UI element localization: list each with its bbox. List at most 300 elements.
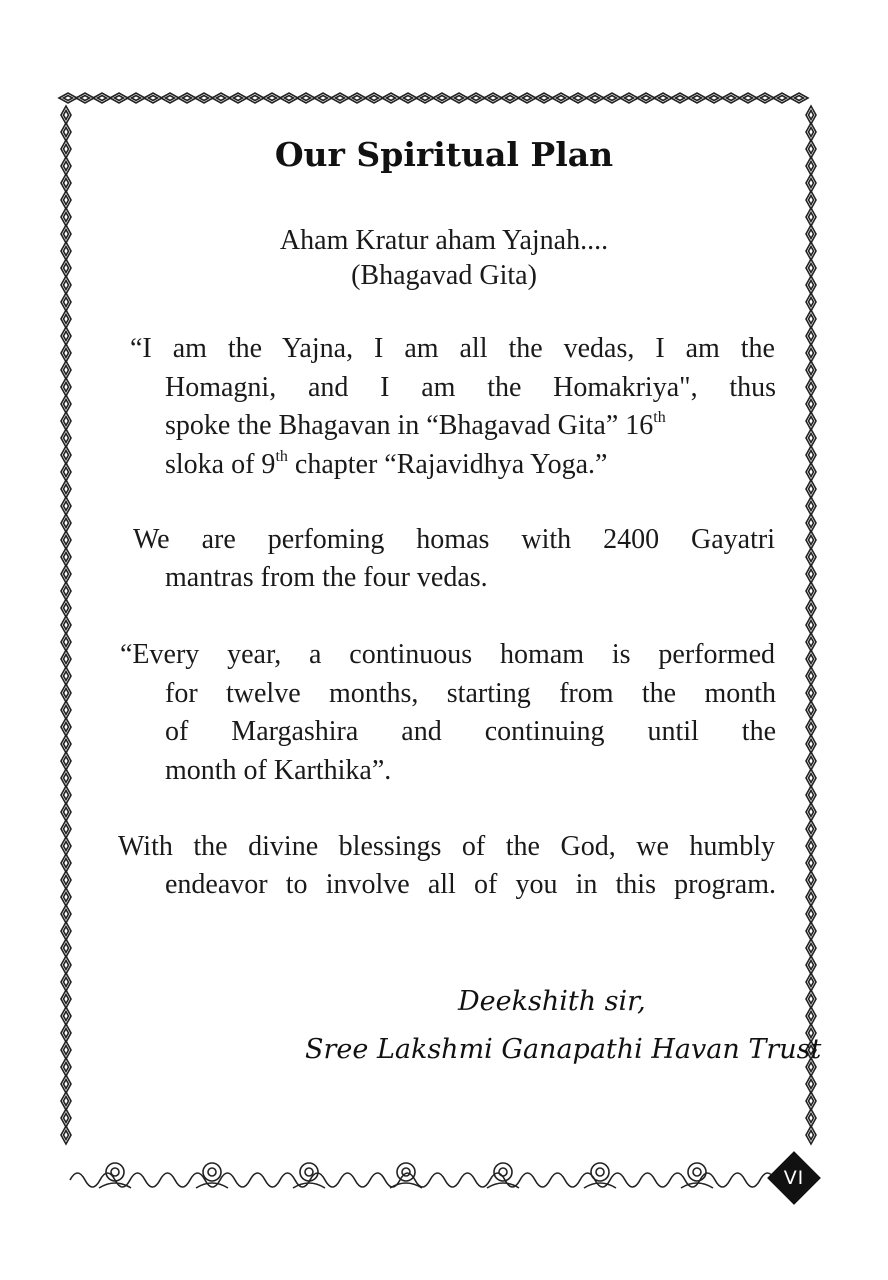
border-link-inner [455,96,464,101]
border-link-inner [64,468,69,477]
border-link [756,93,774,103]
border-link-inner [64,519,69,528]
border-link [365,93,383,103]
border-link-inner [64,825,69,834]
border-link [806,837,816,855]
border-flower-center [305,1168,313,1176]
border-link [127,93,145,103]
border-link [61,956,71,974]
border-link-inner [336,96,345,101]
border-link-inner [489,96,498,101]
border-link [806,1126,816,1144]
border-link [61,616,71,634]
border-link [61,854,71,872]
para1-line-4-text-a: sloka of 9 [165,449,276,480]
border-link [806,939,816,957]
border-link [76,93,94,103]
border-link [144,93,162,103]
border-link [297,93,315,103]
border-link [61,1007,71,1025]
border-link [61,1041,71,1059]
border-link [61,293,71,311]
border-link [806,582,816,600]
border-flower [591,1163,609,1181]
border-link-inner [809,366,814,375]
border-link-inner [64,944,69,953]
border-link [806,412,816,430]
border-link [61,429,71,447]
border-link-inner [809,111,814,120]
border-link [806,990,816,1008]
border-link [806,684,816,702]
para2-line-2: mantras from the four vedas. [165,562,488,593]
para4-line-1: With the divine blessings of the God, we humbly [118,831,775,862]
border-link-inner [809,638,814,647]
border-link-inner [809,587,814,596]
border-link-inner [809,774,814,783]
border-link [806,191,816,209]
border-link-inner [809,859,814,868]
border-flower-center [596,1168,604,1176]
border-link-inner [64,400,69,409]
border-link [110,93,128,103]
border-link-inner [64,1063,69,1072]
border-link-inner [64,315,69,324]
border-link [806,803,816,821]
border-link-inner [809,825,814,834]
border-link-inner [64,1080,69,1089]
para1-line-4-text-b: chapter “Rajavidhya Yoga.” [287,449,608,480]
border-bottom-floral [70,1163,790,1188]
border-link [806,1092,816,1110]
border-link-inner [285,96,294,101]
border-flower [300,1163,318,1181]
border-link-inner [64,196,69,205]
border-link [739,93,757,103]
border-link [61,701,71,719]
border-link-inner [809,1131,814,1140]
border-link [61,565,71,583]
border-link-inner [809,1080,814,1089]
border-link-inner [64,179,69,188]
border-link-inner [149,96,158,101]
border-link [688,93,706,103]
border-link [263,93,281,103]
border-link-inner [64,570,69,579]
border-link-inner [809,910,814,919]
border-link-inner [183,96,192,101]
border-link [806,514,816,532]
border-link [467,93,485,103]
border-link-inner [809,791,814,800]
border-link [61,871,71,889]
border-link-inner [64,978,69,987]
page-title: Our Spiritual Plan [274,135,614,174]
border-link [212,93,230,103]
border-link [61,1075,71,1093]
border-link-inner [64,638,69,647]
border-link-inner [809,706,814,715]
border-link [93,93,111,103]
border-link [806,786,816,804]
border-link-inner [809,553,814,562]
border-link [61,378,71,396]
border-link-inner [64,995,69,1004]
border-link [790,93,808,103]
border-link [61,1024,71,1042]
border-link [61,344,71,362]
border-flower [397,1163,415,1181]
border-link [61,718,71,736]
border-link-inner [64,774,69,783]
border-link [806,922,816,940]
border-link-inner [251,96,260,101]
border-link [61,106,71,124]
border-link [61,837,71,855]
superscript: th [653,408,666,426]
border-link-inner [64,723,69,732]
border-link-inner [809,570,814,579]
border-link-inner [64,451,69,460]
border-link-inner [809,468,814,477]
border-link-inner [809,1097,814,1106]
border-link [314,93,332,103]
border-link-inner [809,332,814,341]
border-link-inner [809,417,814,426]
border-link-inner [64,502,69,511]
border-link [806,378,816,396]
border-link-inner [64,672,69,681]
border-link-inner [64,383,69,392]
border-link [61,208,71,226]
border-link [806,616,816,634]
border-link [722,93,740,103]
border-link-inner [809,451,814,460]
border-link-inner [809,485,814,494]
border-flower [106,1163,124,1181]
border-link [382,93,400,103]
border-link-inner [809,995,814,1004]
border-link-inner [64,96,73,101]
border-link [806,820,816,838]
border-link [806,667,816,685]
border-link [61,905,71,923]
border-link [61,531,71,549]
border-link [806,395,816,413]
border-link-inner [795,96,804,101]
border-link [61,888,71,906]
border-link [61,820,71,838]
border-link [620,93,638,103]
border-link [61,1058,71,1076]
border-link [637,93,655,103]
border-link-inner [591,96,600,101]
border-link-inner [64,842,69,851]
border-link-inner [557,96,566,101]
border-link-inner [809,1012,814,1021]
border-link [61,480,71,498]
border-link [806,446,816,464]
border-link-inner [778,96,787,101]
para1-line-3-text: spoke the Bhagavan in “Bhagavad Gita” 16 [165,410,654,441]
border-link-inner [809,944,814,953]
border-link [348,93,366,103]
border-link [195,93,213,103]
signature-organization: Sree Lakshmi Ganapathi Havan Trust [305,1034,822,1065]
border-link-inner [132,96,141,101]
border-link-inner [64,1114,69,1123]
border-link [552,93,570,103]
border-link [806,293,816,311]
border-link-inner [200,96,209,101]
border-link [806,208,816,226]
para1-line-4 [165,449,607,481]
border-link-inner [809,757,814,766]
border-link [61,1092,71,1110]
border-link-inner [809,842,814,851]
border-link-inner [387,96,396,101]
border-link-inner [81,96,90,101]
border-link-inner [64,417,69,426]
border-link-inner [421,96,430,101]
border-link-inner [64,910,69,919]
border-link [61,463,71,481]
border-link [586,93,604,103]
border-link [806,973,816,991]
border-link-inner [809,179,814,188]
superscript: th [275,447,288,465]
border-link [773,93,791,103]
border-link [671,93,689,103]
border-link [484,93,502,103]
border-link [229,93,247,103]
border-link [61,973,71,991]
border-link [61,752,71,770]
border-link [806,497,816,515]
border-link-inner [64,706,69,715]
border-link [450,93,468,103]
border-link [61,786,71,804]
border-link [61,599,71,617]
border-link-inner [809,502,814,511]
border-link-inner [809,1114,814,1123]
border-link-inner [809,349,814,358]
border-link [806,905,816,923]
border-link-inner [809,434,814,443]
border-link-inner [809,400,814,409]
border-link [501,93,519,103]
border-link-inner [809,621,814,630]
verse-line-2: (Bhagavad Gita) [351,260,537,291]
border-flower-center [208,1168,216,1176]
border-link [433,93,451,103]
para3-line-3: of Margashira and continuing until the [165,716,776,747]
page-number-badge [766,1150,822,1206]
border-link-inner [472,96,481,101]
border-link-inner [809,672,814,681]
border-link [806,1109,816,1127]
border-link [280,93,298,103]
border-flower [203,1163,221,1181]
border-link-inner [64,366,69,375]
border-link [806,344,816,362]
border-link-inner [438,96,447,101]
border-link-inner [234,96,243,101]
border-link-inner [64,1046,69,1055]
border-link-inner [353,96,362,101]
border-link-inner [809,536,814,545]
border-top-chain [59,93,808,103]
border-link-inner [64,791,69,800]
border-link-inner [64,1131,69,1140]
border-link [806,888,816,906]
border-link [806,429,816,447]
border-link-inner [64,485,69,494]
border-link [806,752,816,770]
border-link [61,990,71,1008]
border-link-inner [809,213,814,222]
border-link-inner [523,96,532,101]
border-flower-center [693,1168,701,1176]
para4-line-2: endeavor to involve all of you in this program. [165,869,776,900]
border-link-inner [809,978,814,987]
border-link [61,497,71,515]
border-link-inner [64,332,69,341]
border-link [806,310,816,328]
border-link-inner [809,383,814,392]
border-link-inner [64,655,69,664]
border-link-inner [64,553,69,562]
border-link [806,769,816,787]
border-link-inner [809,961,814,970]
border-link-inner [64,740,69,749]
border-link [806,174,816,192]
border-link [806,1075,816,1093]
border-link [61,939,71,957]
border-link-inner [319,96,328,101]
border-link-inner [809,808,814,817]
border-link [61,922,71,940]
border-link-inner [64,876,69,885]
border-link-inner [659,96,668,101]
border-link-inner [302,96,311,101]
border-link-inner [540,96,549,101]
border-link [806,633,816,651]
border-link-inner [64,213,69,222]
border-link [806,854,816,872]
border-link [806,565,816,583]
border-link-inner [404,96,413,101]
border-link-inner [809,298,814,307]
border-link [518,93,536,103]
border-link-inner [625,96,634,101]
border-link [331,93,349,103]
border-link-inner [608,96,617,101]
para1-line-2: Homagni, and I am the Homakriya", thus [165,372,776,403]
border-link-inner [809,315,814,324]
border-flower-center [111,1168,119,1176]
border-link [806,361,816,379]
border-link-inner [809,604,814,613]
border-link [61,446,71,464]
para3-line-1: “Every year, a continuous homam is performed [120,639,775,670]
border-link [569,93,587,103]
border-link [61,361,71,379]
border-link [806,735,816,753]
border-link [61,1126,71,1144]
border-link [61,327,71,345]
border-link-inner [809,689,814,698]
border-link [61,548,71,566]
border-link [61,582,71,600]
border-link-inner [809,655,814,664]
border-link-inner [64,1012,69,1021]
border-link [806,650,816,668]
border-link-inner [370,96,379,101]
border-link-inner [506,96,515,101]
border-link-inner [64,927,69,936]
para1-line-3 [165,410,666,442]
border-link [161,93,179,103]
border-wave [70,1173,790,1187]
border-link-inner [809,740,814,749]
verse-line-1: Aham Kratur aham Yajnah.... [279,225,609,256]
border-link-inner [64,1029,69,1038]
border-link [61,769,71,787]
border-link [535,93,553,103]
border-link-inner [64,1097,69,1106]
border-link [806,531,816,549]
border-link-inner [727,96,736,101]
border-link-inner [64,536,69,545]
border-link-inner [64,961,69,970]
border-link-inner [809,723,814,732]
signature-name: Deekshith sir, [458,986,646,1017]
border-link-inner [761,96,770,101]
border-flower-center [402,1168,410,1176]
page-number: VI [783,1167,805,1189]
border-link [416,93,434,103]
border-link [246,93,264,103]
border-link-inner [642,96,651,101]
border-link [61,514,71,532]
border-link-inner [809,196,814,205]
border-link [61,684,71,702]
border-link-inner [115,96,124,101]
border-link-inner [64,621,69,630]
border-link [61,667,71,685]
border-link [603,93,621,103]
border-link-inner [809,876,814,885]
border-link [59,93,77,103]
border-link [654,93,672,103]
border-link [61,633,71,651]
para3-line-2: for twelve months, starting from the month [165,678,776,709]
border-link [806,106,816,124]
border-link [61,174,71,192]
border-link-inner [676,96,685,101]
border-link [705,93,723,103]
border-link [806,701,816,719]
border-link-inner [64,808,69,817]
border-link-inner [64,111,69,120]
border-link [806,548,816,566]
border-link-inner [693,96,702,101]
border-link-inner [574,96,583,101]
border-leaf [99,1183,131,1188]
border-link-inner [217,96,226,101]
border-link-inner [809,893,814,902]
